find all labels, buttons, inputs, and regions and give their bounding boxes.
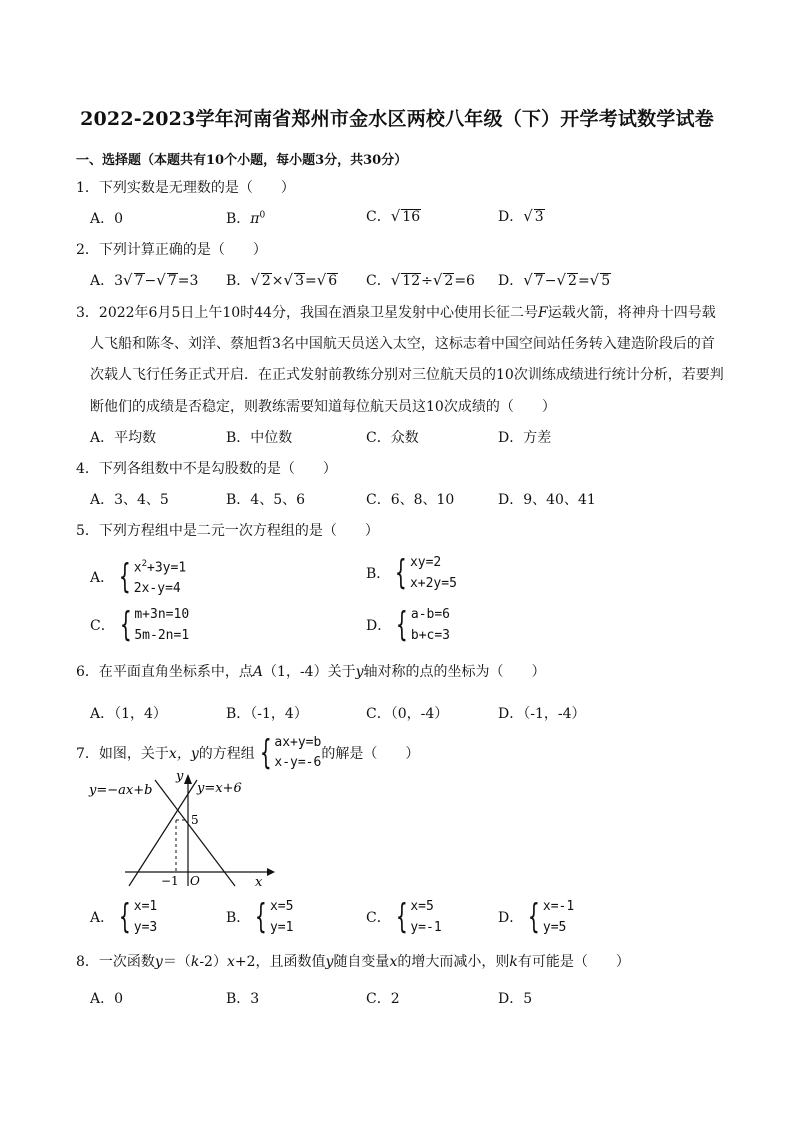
question-text: 的解是（ ） bbox=[321, 746, 420, 762]
q6-option-d: D．（-1，-4） bbox=[498, 706, 586, 722]
equation: y=-1 bbox=[410, 920, 442, 935]
equation: x=5 bbox=[269, 899, 294, 914]
tick-5: 5 bbox=[191, 813, 199, 827]
equation: y=5 bbox=[542, 920, 567, 935]
option-label: C． bbox=[366, 273, 391, 289]
question-5 bbox=[76, 520, 379, 540]
sqrt-icon: √ bbox=[123, 271, 133, 289]
q8-option-d: D．5 bbox=[498, 991, 533, 1007]
question-number: 7． bbox=[76, 746, 99, 762]
sqrt-icon: √ bbox=[316, 271, 327, 289]
question-text: 下列实数是无理数的是（ ） bbox=[98, 180, 295, 196]
radicand: 12 bbox=[402, 273, 421, 289]
question-text: 下列计算正确的是（ ） bbox=[98, 242, 267, 258]
radicand: 7 bbox=[167, 273, 177, 289]
brace-icon: { bbox=[395, 897, 408, 937]
radicand: 3 bbox=[534, 209, 544, 225]
q3-option-b: B．中位数 bbox=[226, 430, 293, 446]
result: =3 bbox=[177, 273, 199, 289]
sqrt-icon: √ bbox=[523, 271, 533, 289]
coordinate: （1，-4） bbox=[263, 664, 328, 680]
radicand: 2 bbox=[261, 273, 271, 289]
question-4 bbox=[76, 458, 337, 478]
var-x: x bbox=[389, 954, 398, 970]
x-axis-label: x bbox=[255, 875, 263, 890]
q1-option-d bbox=[498, 206, 545, 226]
equation: 5m-2n=1 bbox=[134, 628, 190, 643]
question-text: 关于 bbox=[327, 664, 356, 680]
q7-option-d bbox=[498, 896, 574, 938]
q7-option-b bbox=[226, 896, 293, 938]
q4-option-a: A．3、4、5 bbox=[90, 492, 169, 508]
q4-option-d: D．9、40、41 bbox=[498, 492, 596, 508]
q1-option-b bbox=[226, 208, 265, 228]
question-text: 的增大而减小，则 bbox=[397, 954, 510, 970]
q5-option-b bbox=[366, 552, 457, 594]
var-k: k bbox=[509, 954, 518, 970]
question-number: 2． bbox=[76, 242, 99, 258]
sqrt-icon: √ bbox=[556, 271, 567, 289]
radicand: 2 bbox=[568, 273, 577, 289]
q8-option-c: C．2 bbox=[366, 991, 400, 1007]
question-text: 下列方程组中是二元一次方程组的是（ ） bbox=[98, 523, 379, 539]
operator: × bbox=[271, 273, 284, 289]
question-text: 一次函数 bbox=[98, 954, 155, 970]
option-label: A． bbox=[90, 569, 115, 586]
q3-option-a: A．平均数 bbox=[90, 430, 157, 446]
equation: $x^2+3y=1$ bbox=[133, 559, 187, 576]
origin-label: O bbox=[190, 874, 200, 888]
operator: − bbox=[544, 273, 557, 289]
var-x: x bbox=[226, 954, 235, 970]
q4-option-c: C．6、8、10 bbox=[366, 492, 455, 508]
question-text: 在平面直角坐标系中，点 bbox=[98, 664, 253, 680]
var-y: y bbox=[154, 954, 163, 970]
question-1 bbox=[76, 177, 295, 197]
question-number: 6． bbox=[76, 664, 99, 680]
radicand: 6 bbox=[328, 273, 338, 289]
q2-option-b bbox=[226, 270, 338, 290]
q6-option-c: C．（0，-4） bbox=[366, 706, 449, 722]
q2-option-d bbox=[498, 270, 611, 290]
sqrt-icon: √ bbox=[156, 271, 166, 289]
equation: a-b=6 bbox=[410, 607, 451, 622]
question-text: 随自变量 bbox=[333, 954, 390, 970]
q8-option-b: B．3 bbox=[226, 991, 260, 1007]
brace-icon: { bbox=[259, 733, 272, 773]
equation: y=3 bbox=[133, 920, 158, 935]
question-7 bbox=[76, 733, 419, 773]
question-8 bbox=[76, 951, 630, 971]
q2-option-c bbox=[366, 270, 475, 290]
question-text: 的方程组 bbox=[198, 746, 255, 762]
brace-icon: { bbox=[118, 897, 131, 937]
sqrt-icon: √ bbox=[250, 271, 260, 289]
radicand: 5 bbox=[601, 273, 611, 289]
option-label: D． bbox=[366, 618, 392, 634]
option-label: C． bbox=[90, 618, 115, 634]
q1-option-a: A．0 bbox=[90, 211, 124, 227]
sqrt-icon: √ bbox=[283, 271, 294, 289]
question-3-line-3: 次载人飞行任务正式开启．在正式发射前教练分别对三位航天员的10次训练成绩进行统计分析，若要判 bbox=[90, 367, 724, 383]
question-3-line-4: 断他们的成绩是否稳定，则教练需要知道每位航天员这10次成绩的（ ） bbox=[90, 399, 556, 415]
option-label: A． bbox=[90, 910, 115, 926]
brace-icon: { bbox=[255, 897, 268, 937]
q2-option-a bbox=[90, 270, 198, 290]
q6-option-b: B．（-1，4） bbox=[226, 706, 308, 722]
brace-icon: { bbox=[118, 556, 131, 597]
line2-label: y=x+6 bbox=[197, 781, 242, 796]
question-number: 5． bbox=[76, 523, 99, 539]
question-text: 运载火箭，将神舟十四号载 bbox=[547, 305, 716, 321]
question-6 bbox=[76, 661, 546, 681]
question-2 bbox=[76, 239, 267, 259]
coefficient: 3 bbox=[114, 273, 124, 289]
option-label: B． bbox=[226, 273, 251, 289]
line1-label: y=−ax+b bbox=[89, 783, 153, 798]
radicand: 7 bbox=[134, 273, 144, 289]
q5-option-d bbox=[366, 604, 450, 646]
operator: − bbox=[144, 273, 157, 289]
option-label: D． bbox=[498, 910, 524, 926]
option-label: B． bbox=[366, 566, 391, 582]
equation: x=-1 bbox=[542, 899, 575, 914]
question-text: 下列各组数中不是勾股数的是（ ） bbox=[98, 461, 337, 477]
operator: = bbox=[577, 273, 590, 289]
brace-icon: { bbox=[396, 605, 409, 645]
option-label: D． bbox=[498, 273, 524, 289]
equation: ax+y=b bbox=[274, 735, 322, 750]
equation: x-y=-6 bbox=[274, 755, 322, 770]
rocket-letter: F bbox=[538, 305, 548, 321]
x-arrow-icon bbox=[267, 868, 275, 876]
option-label: D． bbox=[498, 209, 524, 225]
q7-graph bbox=[85, 768, 285, 890]
equation: m+3n=10 bbox=[134, 607, 190, 622]
option-label: C． bbox=[366, 209, 391, 225]
equation: x=5 bbox=[410, 899, 434, 914]
result: =6 bbox=[454, 273, 475, 289]
q7-option-c bbox=[366, 896, 442, 938]
exponent: 0 bbox=[259, 210, 266, 221]
question-text: 如图，关于 bbox=[98, 746, 169, 762]
sqrt-icon: √ bbox=[390, 271, 401, 289]
question-text: 有可能是（ ） bbox=[517, 954, 630, 970]
pi-symbol: π bbox=[250, 211, 260, 227]
tick-minus-1: −1 bbox=[161, 874, 179, 888]
option-label: C． bbox=[366, 910, 391, 926]
var-y: y bbox=[325, 954, 334, 970]
q5-option-a bbox=[90, 554, 186, 599]
page-title: 2022-2023学年河南省郑州市金水区两校八年级（下）开学考试数学试卷 bbox=[80, 108, 714, 130]
axis-var: y bbox=[355, 664, 364, 680]
radicand: 7 bbox=[534, 273, 544, 289]
question-text: -2） bbox=[199, 954, 227, 970]
q6-option-a: A．（1，4） bbox=[90, 706, 167, 722]
question-text: 2022年6月5日上午10时44分，我国在酒泉卫星发射中心使用长征二号 bbox=[98, 305, 538, 321]
brace-icon: { bbox=[528, 897, 541, 937]
question-3-line-2: 人飞船和陈冬、刘洋、蔡旭哲3名中国航天员送入太空，这标志着中国空间站任务转入建造阶段后的首 bbox=[90, 336, 715, 352]
equation: xy=2 bbox=[409, 555, 442, 570]
radicand: 3 bbox=[295, 273, 304, 289]
option-label: B． bbox=[226, 910, 251, 926]
q8-option-a: A．0 bbox=[90, 991, 124, 1007]
section-heading: 一、选择题（本题共有10个小题，每小题3分，共30分） bbox=[76, 153, 408, 168]
point-label: A bbox=[252, 664, 264, 680]
operator: = bbox=[305, 273, 317, 289]
question-number: 3． bbox=[76, 305, 99, 321]
y-axis-label: y bbox=[176, 769, 184, 784]
q1-option-c bbox=[366, 206, 421, 226]
question-number: 4． bbox=[76, 461, 99, 477]
question-number: 1． bbox=[76, 180, 99, 196]
operator: ÷ bbox=[421, 273, 433, 289]
equation: x=1 bbox=[133, 899, 158, 914]
sqrt-icon: √ bbox=[390, 207, 401, 225]
question-text: 轴对称的点的坐标为（ ） bbox=[363, 664, 546, 680]
q4-option-b: B．4、5、6 bbox=[226, 492, 306, 508]
variables: x，y bbox=[168, 746, 199, 762]
option-label: B． bbox=[226, 211, 251, 227]
equation: 2x-y=4 bbox=[133, 581, 181, 597]
q7-option-a bbox=[90, 896, 157, 938]
sqrt-icon: √ bbox=[589, 271, 600, 289]
sqrt-icon: √ bbox=[523, 207, 533, 225]
q3-option-c: C．众数 bbox=[366, 430, 419, 446]
radicand: 2 bbox=[444, 273, 454, 289]
question-3-line-1 bbox=[76, 302, 716, 322]
question-number: 8． bbox=[76, 954, 99, 970]
radicand: 16 bbox=[402, 209, 421, 225]
option-label: A． bbox=[90, 273, 115, 289]
brace-icon: { bbox=[119, 605, 132, 645]
question-text: ＝（ bbox=[162, 954, 191, 970]
y-arrow-icon bbox=[184, 774, 192, 784]
equation: b+c=3 bbox=[410, 628, 451, 643]
equation: y=1 bbox=[269, 920, 294, 935]
brace-icon: { bbox=[395, 553, 408, 593]
q5-option-c bbox=[90, 604, 189, 646]
equation: x+2y=5 bbox=[409, 576, 457, 591]
sqrt-icon: √ bbox=[432, 271, 443, 289]
var-k: k bbox=[190, 954, 200, 970]
q3-option-d: D．方差 bbox=[498, 430, 552, 446]
question-text: +2，且函数值 bbox=[234, 954, 326, 970]
